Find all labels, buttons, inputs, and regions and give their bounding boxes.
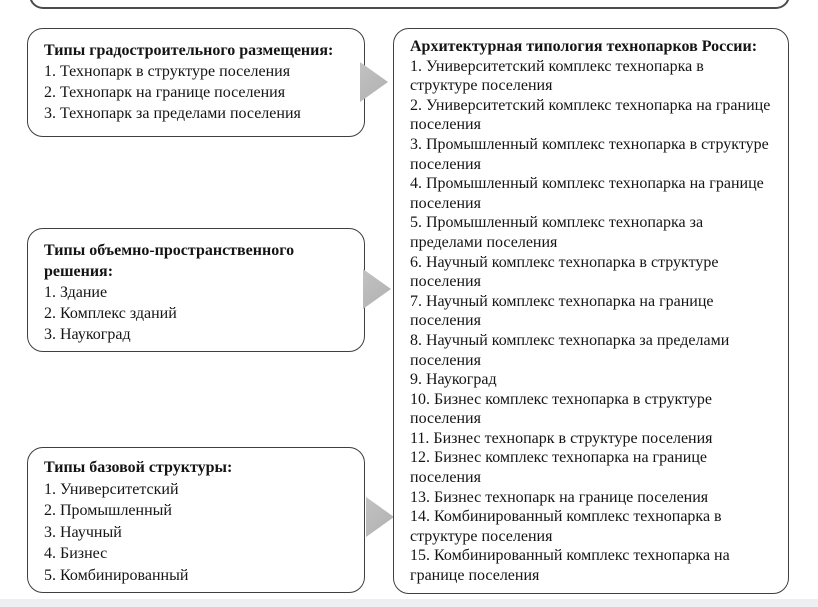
list-item: 1. Университетский: [44, 480, 179, 498]
list-item: 4. Бизнес: [44, 545, 108, 562]
list-item: 5. Комбинированный: [44, 566, 189, 584]
top-border-line: [29, 0, 790, 9]
box-title: Типы градостроительного размещения:: [44, 42, 334, 59]
right-arrow-icon: [363, 269, 391, 309]
box-items: [410, 57, 773, 586]
list-item: 14. Комбинированный комплекс технопарка в структуре поселения: [410, 508, 722, 545]
box-urban-placement-types: [27, 28, 365, 137]
list-item: 13. Бизнес технопарк на границе поселения: [410, 488, 709, 506]
list-item: 15. Комбинированный комплекс технопарка на границе поселения: [410, 547, 730, 585]
list-item: 7. Научный комплекс технопарка на границе поселения: [410, 292, 714, 330]
list-item: 5. Промышленный комплекс технопарка за пределами поселения: [410, 214, 704, 251]
box-items: [44, 479, 350, 587]
box-architectural-typology: [393, 28, 789, 594]
list-item: 1. Университетский комплекс технопарка в структуре поселения: [410, 57, 704, 95]
list-item: 1. Технопарк в структуре поселения: [44, 63, 291, 80]
list-item: 4. Промышленный комплекс технопарка на границе поселения: [410, 175, 764, 212]
bottom-edge-strip: [0, 599, 818, 607]
list-item: 6. Научный комплекс технопарка в структуре поселения: [410, 253, 719, 291]
right-arrow-icon: [360, 62, 388, 102]
box-title: Архитектурная типология технопарков России:: [410, 38, 758, 55]
box-title: Типы базовой структуры:: [44, 459, 233, 476]
box-items: [44, 282, 350, 345]
list-item: 2. Промышленный: [44, 502, 172, 519]
list-item: 2. Технопарк на границе поселения: [44, 84, 286, 101]
list-item: 9. Наукоград: [410, 371, 497, 389]
box-title: Типы объемно-пространственного решения:: [44, 242, 295, 280]
list-item: 10. Бизнес комплекс технопарка в структуре поселения: [410, 390, 712, 428]
box-base-structure-types: [27, 447, 365, 593]
list-item: 12. Бизнес комплекс технопарка на границе поселения: [410, 449, 707, 487]
list-item: 3. Научный: [44, 523, 122, 541]
list-item: 3. Технопарк за пределами поселения: [44, 105, 301, 122]
list-item: 3. Наукоград: [44, 326, 131, 343]
list-item: 8. Научный комплекс технопарка за пределами поселения: [410, 331, 730, 369]
box-spatial-solution-types: [27, 228, 365, 352]
list-item: 2. Университетский комплекс технопарка на границе поселения: [410, 96, 771, 134]
list-item: 3. Промышленный комплекс технопарка в структуре поселения: [410, 135, 769, 173]
list-item: 2. Комплекс зданий: [44, 305, 177, 322]
list-item: 1. Здание: [44, 284, 108, 301]
list-item: 11. Бизнес технопарк в структуре поселения: [410, 429, 713, 447]
right-arrow-icon: [366, 497, 394, 537]
box-items: [44, 61, 350, 124]
